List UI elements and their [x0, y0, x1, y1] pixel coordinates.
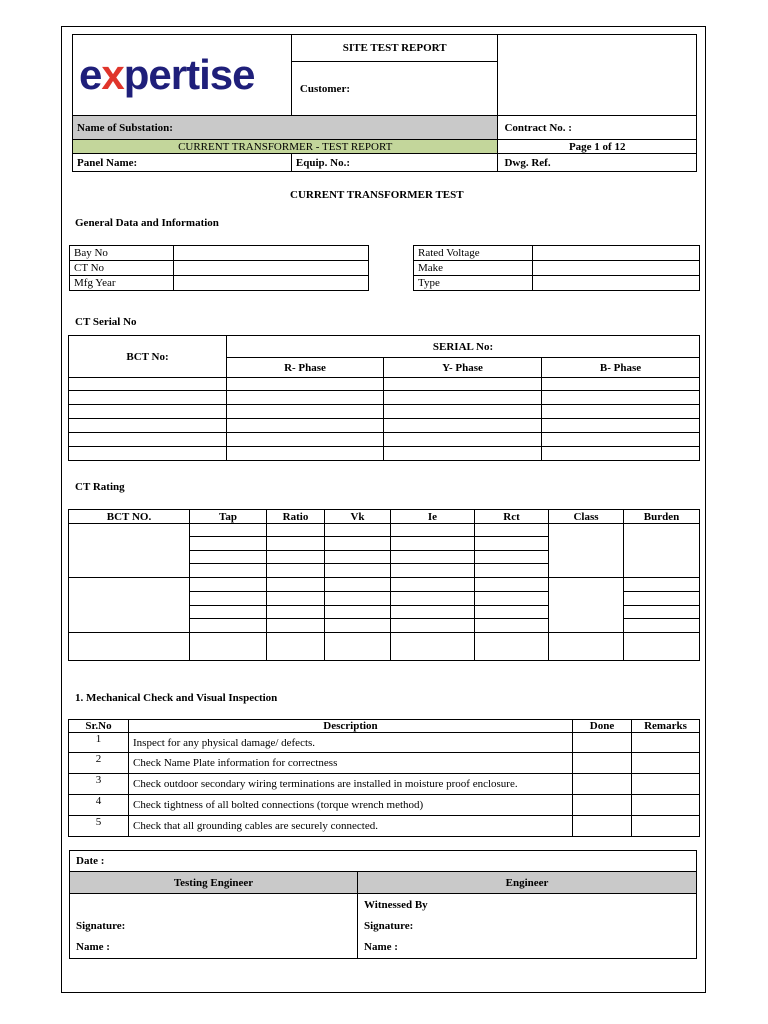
make-label: Make: [414, 261, 533, 276]
testing-signature-label: Signature:: [76, 920, 126, 932]
bct-no-label: BCT No:: [69, 336, 227, 378]
engineer-signoff: [358, 894, 697, 959]
testing-engineer-header: Testing Engineer: [70, 872, 358, 894]
col-class: Class: [549, 510, 624, 524]
bay-no-label: Bay No: [70, 246, 174, 261]
col-description: Description: [129, 720, 573, 733]
page-number: Page 1 of 12: [498, 140, 697, 154]
check-row-no: 4: [69, 795, 129, 816]
check-row: [69, 733, 700, 753]
ct-rating-heading: CT Rating: [75, 481, 125, 493]
check-row-desc: Check tightness of all bolted connections (torque wrench method): [129, 795, 573, 816]
serial-row: [69, 433, 700, 447]
engineer-name-label: Name :: [364, 941, 398, 953]
check-row: [69, 795, 700, 816]
ct-no-label: CT No: [70, 261, 174, 276]
check-row-desc: Check outdoor secondary wiring terminations are installed in moisture proof enclosure.: [129, 774, 573, 795]
substation-label: Name of Substation:: [73, 116, 498, 140]
check-row-done[interactable]: [573, 816, 632, 837]
serial-no-label: SERIAL No:: [227, 336, 700, 358]
check-row: [69, 753, 700, 774]
logo-cell: [73, 35, 292, 116]
col-done: Done: [573, 720, 632, 733]
check-row-desc: Check Name Plate information for correctness: [129, 753, 573, 774]
signoff-table: [69, 850, 697, 959]
check-row-remarks[interactable]: [632, 774, 700, 795]
check-row-desc: Check that all grounding cables are securely connected.: [129, 816, 573, 837]
col-bct-no: BCT NO.: [69, 510, 190, 524]
check-row: [69, 774, 700, 795]
customer-label: Customer:: [291, 62, 498, 116]
check-row-remarks[interactable]: [632, 733, 700, 753]
serial-row: [69, 405, 700, 419]
check-row-no: 2: [69, 753, 129, 774]
testing-name-label: Name :: [76, 941, 110, 953]
col-burden: Burden: [624, 510, 700, 524]
r-phase-header: R- Phase: [227, 358, 384, 378]
check-row: [69, 816, 700, 837]
engineer-header: Engineer: [358, 872, 697, 894]
check-row-done[interactable]: [573, 753, 632, 774]
col-vk: Vk: [325, 510, 391, 524]
rating-row: [69, 524, 700, 537]
rated-voltage-label: Rated Voltage: [414, 246, 533, 261]
testing-engineer-signoff: [70, 894, 358, 959]
check-row-remarks[interactable]: [632, 753, 700, 774]
serial-row: [69, 419, 700, 433]
general-left-table: [69, 245, 369, 291]
b-phase-header: B- Phase: [542, 358, 700, 378]
col-tap: Tap: [190, 510, 267, 524]
company-logo: expertise: [79, 51, 255, 98]
ct-serial-table: [68, 335, 700, 461]
mfg-year-value: [174, 276, 369, 291]
y-phase-header: Y- Phase: [384, 358, 542, 378]
check-row-no: 5: [69, 816, 129, 837]
date-label: Date :: [70, 851, 697, 872]
contract-label: Contract No. :: [498, 116, 697, 140]
col-remarks: Remarks: [632, 720, 700, 733]
col-ie: Ie: [391, 510, 475, 524]
equip-no-label: Equip. No.:: [291, 154, 498, 172]
col-ratio: Ratio: [267, 510, 325, 524]
witnessed-by-label: Witnessed By: [364, 899, 428, 911]
mfg-year-label: Mfg Year: [70, 276, 174, 291]
type-label: Type: [414, 276, 533, 291]
check-row-done[interactable]: [573, 774, 632, 795]
check-row-desc: Inspect for any physical damage/ defects.: [129, 733, 573, 753]
col-sr-no: Sr.No: [69, 720, 129, 733]
check-row-no: 3: [69, 774, 129, 795]
mechanical-check-heading: 1. Mechanical Check and Visual Inspection: [75, 692, 278, 704]
general-data-heading: General Data and Information: [75, 217, 219, 229]
rating-row: [69, 633, 700, 661]
serial-row: [69, 378, 700, 391]
check-row-remarks[interactable]: [632, 795, 700, 816]
ct-report-title: CURRENT TRANSFORMER - TEST REPORT: [73, 140, 498, 154]
make-value: [533, 261, 700, 276]
customer-value-cell: [498, 35, 697, 116]
check-row-done[interactable]: [573, 733, 632, 753]
engineer-signature-label: Signature:: [364, 920, 414, 932]
panel-name-label: Panel Name:: [73, 154, 292, 172]
header-table: [72, 34, 697, 172]
rated-voltage-value: [533, 246, 700, 261]
dwg-ref-label: Dwg. Ref.: [498, 154, 697, 172]
type-value: [533, 276, 700, 291]
check-row-no: 1: [69, 733, 129, 753]
mechanical-check-table: [68, 719, 700, 837]
bay-no-value: [174, 246, 369, 261]
general-right-table: [413, 245, 700, 291]
ct-rating-table: [68, 509, 700, 661]
col-rct: Rct: [475, 510, 549, 524]
check-row-done[interactable]: [573, 795, 632, 816]
rating-row: [69, 578, 700, 592]
serial-row: [69, 447, 700, 461]
main-title: CURRENT TRANSFORMER TEST: [290, 189, 464, 201]
report-title: SITE TEST REPORT: [291, 35, 498, 62]
ct-serial-heading: CT Serial No: [75, 316, 137, 328]
ct-no-value: [174, 261, 369, 276]
serial-row: [69, 391, 700, 405]
check-row-remarks[interactable]: [632, 816, 700, 837]
